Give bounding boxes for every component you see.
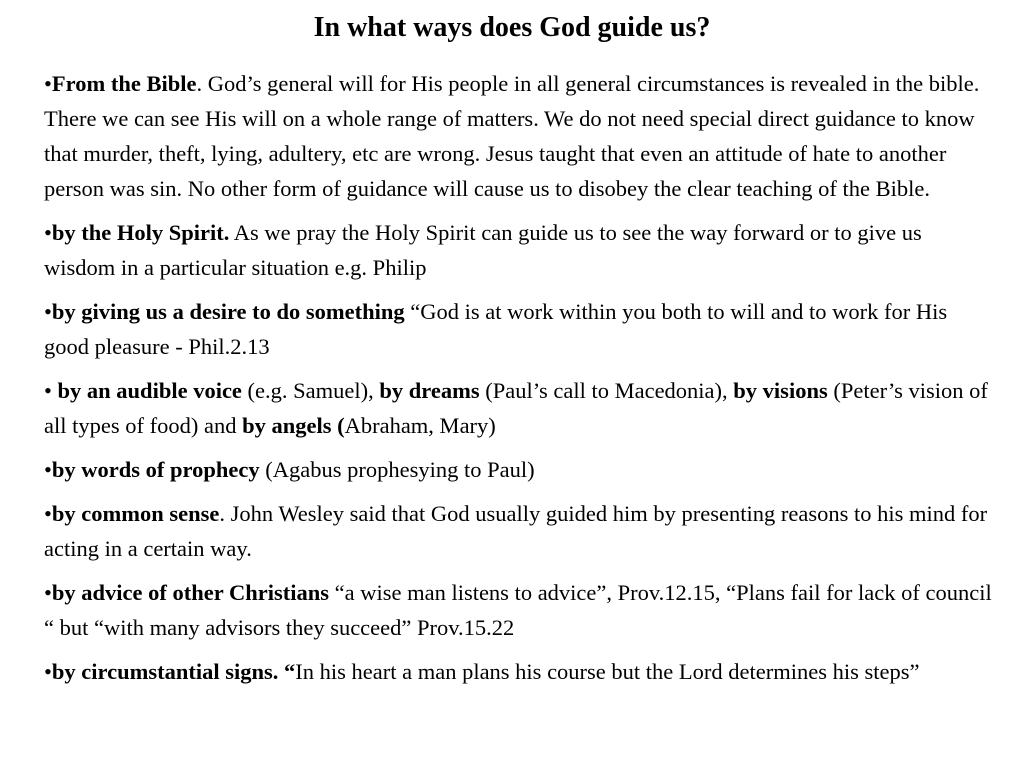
bullet-text: (e.g. Samuel), bbox=[241, 378, 380, 403]
slide-title: In what ways does God guide us? bbox=[313, 12, 711, 43]
bullet-bold-text: by the Holy Spirit. bbox=[51, 220, 230, 245]
bullet-text: • bbox=[44, 580, 52, 605]
bullet-text: (Paul’s call to Macedonia), bbox=[479, 378, 734, 403]
bullet-text: • bbox=[44, 299, 52, 324]
bullet-text: • bbox=[44, 220, 52, 245]
bullet-text: (Agabus prophesying to Paul) bbox=[259, 457, 535, 482]
bullet-text: . God’s general will for His people in all general circumstances is revealed in the bible. There we can see His will on a whole range of matters. We do not need special direct guidance to know that murder, theft, lying, adultery, etc are wrong. Jesus taught that even an attitude of hate to another person was sin. No other form of guidance will cause us to disobey the clear teaching of the Bible. bbox=[44, 71, 980, 201]
bullet-text: • bbox=[44, 501, 52, 526]
bullet-item bbox=[44, 66, 994, 206]
bullet-item bbox=[44, 294, 994, 364]
bullet-item bbox=[44, 215, 994, 285]
bullet-item bbox=[44, 654, 994, 689]
bullet-item bbox=[44, 452, 994, 487]
bullet-bold-text: by visions bbox=[733, 378, 828, 403]
bullet-list bbox=[44, 66, 994, 698]
bullet-text: As we pray the Holy Spirit can guide us to see the way forward or to give us wisdom in a particular situation e.g. Philip bbox=[44, 220, 922, 280]
bullet-text: “God is at work within you both to will and to work for His good pleasure - Phil.2.13 bbox=[44, 299, 948, 359]
bullet-bold-text: by advice of other Christians bbox=[51, 580, 329, 605]
bullet-text: . John Wesley said that God usually guided him by presenting reasons to his mind for acting in a certain way. bbox=[44, 501, 988, 561]
bullet-text: • bbox=[44, 457, 52, 482]
bullet-text: In his heart a man plans his course but the Lord determines his steps” bbox=[295, 659, 920, 684]
bullet-text: • bbox=[44, 71, 52, 96]
bullet-bold-text: by angels ( bbox=[242, 413, 345, 438]
bullet-text: • bbox=[44, 659, 52, 684]
bullet-bold-text: by circumstantial signs. “ bbox=[51, 659, 296, 684]
bullet-text: Abraham, Mary) bbox=[344, 413, 496, 438]
bullet-bold-text: by words of prophecy bbox=[51, 457, 260, 482]
bullet-bold-text: by dreams bbox=[379, 378, 480, 403]
bullet-bold-text: by common sense bbox=[51, 501, 220, 526]
bullet-text: (Peter’s vision of all types of food) and bbox=[44, 378, 988, 438]
bullet-text: “a wise man listens to advice”, Prov.12.15, “Plans fail for lack of council “ but “with many advisors they succeed” Prov.15.22 bbox=[44, 580, 992, 640]
bullet-text: • bbox=[44, 378, 58, 403]
bullet-bold-text: by giving us a desire to do something bbox=[51, 299, 405, 324]
bullet-bold-text: From the Bible bbox=[51, 71, 197, 96]
bullet-item bbox=[44, 373, 994, 443]
bullet-item bbox=[44, 575, 994, 645]
bullet-bold-text: by an audible voice bbox=[57, 378, 242, 403]
bullet-item bbox=[44, 496, 994, 566]
